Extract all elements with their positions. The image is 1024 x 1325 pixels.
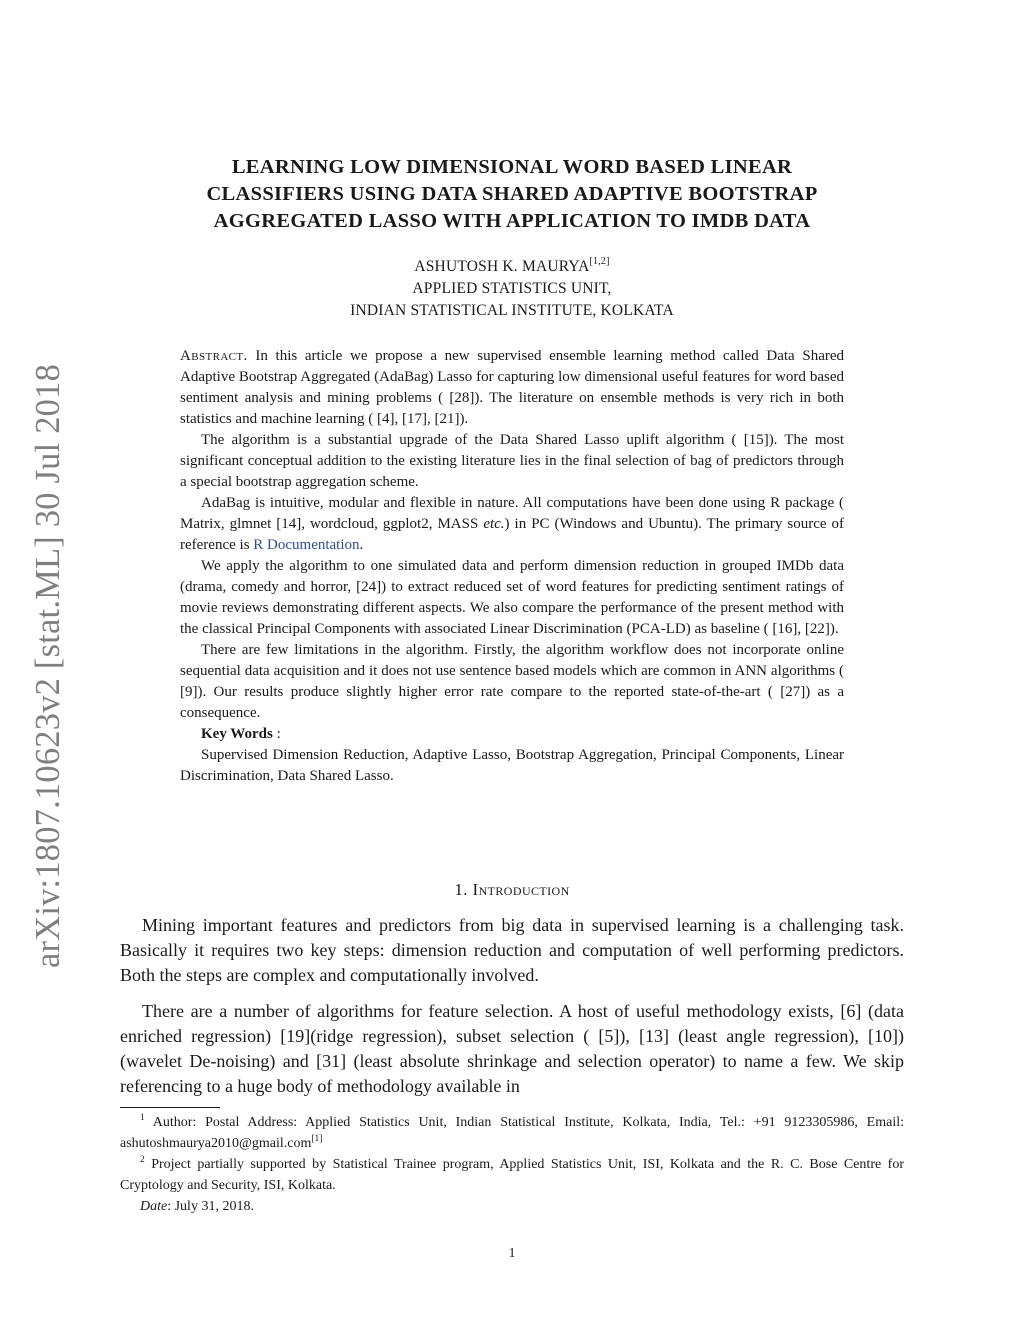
abstract-paragraph: AdaBag is intuitive, modular and flexible in nature. All computations have been done using R package ( Matrix, glmnet [14], wordcloud, ggplot2, MASS etc.) in PC (Windows and Ubuntu). The primary source of reference is R Documentation.	[180, 495, 844, 553]
body-paragraph: Mining important features and predictors from big data in supervised learning is a challenging task. Basically it requires two key steps: dimension reduction and computation of well performing predictors. Both the steps are complex and computationally involved.	[120, 915, 904, 985]
body-text	[120, 913, 904, 1110]
footnote-1: $^1$ Author: Postal Address: Applied Statistics Unit, Indian Statistical Institute, Kolkata, India, Tel.: +91 9123305986, Email: ashutoshmaurya2010@gmail.com[1]	[120, 1113, 904, 1151]
date-line: Date: July 31, 2018.	[140, 1199, 254, 1214]
abstract-paragraph: We apply the algorithm to one simulated data and perform dimension reduction in grouped IMDb data (drama, comedy and horror, [24]) to extract reduced set of word features for predicting sentiment ratings of movie reviews demonstrating different aspects. We also compare the performance of the present method with the classical Principal Components with associated Linear Discrimination (PCA-LD) as baseline ( [16], [22]).	[180, 558, 844, 637]
author-block	[120, 256, 904, 322]
body-paragraph: There are a number of algorithms for feature selection. A host of useful methodology exists, [6] (data enriched regression) [19](ridge regression), subset selection ( [5]), [13] (least angle regression), [10]) (wavelet De-noising) and [31] (least absolute shrinkage and selection operator) to name a few. We skip referencing to a huge body of methodology available in	[120, 1001, 904, 1096]
paper-title	[120, 154, 904, 235]
author-name: ASHUTOSH K. MAURYA	[414, 258, 590, 275]
title-line: AGGREGATED LASSO WITH APPLICATION TO IMDB DATA	[213, 210, 811, 232]
author-affiliation-mark: [1,2]	[589, 256, 610, 267]
r-documentation-link[interactable]: R Documentation	[253, 537, 360, 553]
section-heading	[120, 879, 904, 901]
footnote-2: $^2$ Project partially supported by Statistical Trainee program, Applied Statistics Unit, ISI, Kolkata and the R. C. Bose Centre for Cryptology and Security, ISI, Kolkata.	[120, 1155, 904, 1193]
abstract-heading: Abstract.	[180, 348, 248, 364]
keywords-heading: Key Words :	[201, 726, 281, 742]
author-unit: APPLIED STATISTICS UNIT,	[412, 280, 612, 297]
section-title: Introduction	[472, 880, 570, 899]
abstract-paragraph: Abstract. In this article we propose a new supervised ensemble learning method called Data Shared Adaptive Bootstrap Aggregated (AdaBag) Lasso for capturing low dimensional useful features for word based sentiment analysis and mining problems ( [28]). The literature on ensemble methods is very rich in both statistics and machine learning ( [4], [17], [21]).	[180, 348, 845, 427]
footnote-rule	[120, 1107, 220, 1108]
keywords-list: Supervised Dimension Reduction, Adaptive Lasso, Bootstrap Aggregation, Principal Components, Linear Discrimination, Data Shared Lasso.	[180, 747, 844, 784]
arxiv-identifier: arXiv:1807.10623v2 [stat.ML] 30 Jul 2018	[29, 363, 67, 968]
author-institute: INDIAN STATISTICAL INSTITUTE, KOLKATA	[350, 302, 674, 319]
author-name-line	[120, 256, 904, 278]
abstract-paragraph: There are few limitations in the algorithm. Firstly, the algorithm workflow does not incorporate online sequential data acquisition and it does not use sentence based models which are common in ANN algorithms ( [9]). Our results produce slightly higher error rate compare to the reported state-of-the-art ( [27]) as a consequence.	[180, 642, 844, 721]
page-number: 1	[508, 1246, 516, 1261]
title-line: LEARNING LOW DIMENSIONAL WORD BASED LINEAR	[231, 156, 793, 178]
abstract-paragraph: The algorithm is a substantial upgrade of the Data Shared Lasso uplift algorithm ( [15]). The most significant conceptual addition to the existing literature lies in the final selection of bag of predictors through a special bootstrap aggregation scheme.	[180, 432, 844, 490]
footnotes	[120, 1112, 904, 1217]
abstract	[180, 346, 844, 787]
title-line: CLASSIFIERS USING DATA SHARED ADAPTIVE BOOTSTRAP	[206, 183, 818, 205]
section-number: 1.	[454, 880, 468, 899]
